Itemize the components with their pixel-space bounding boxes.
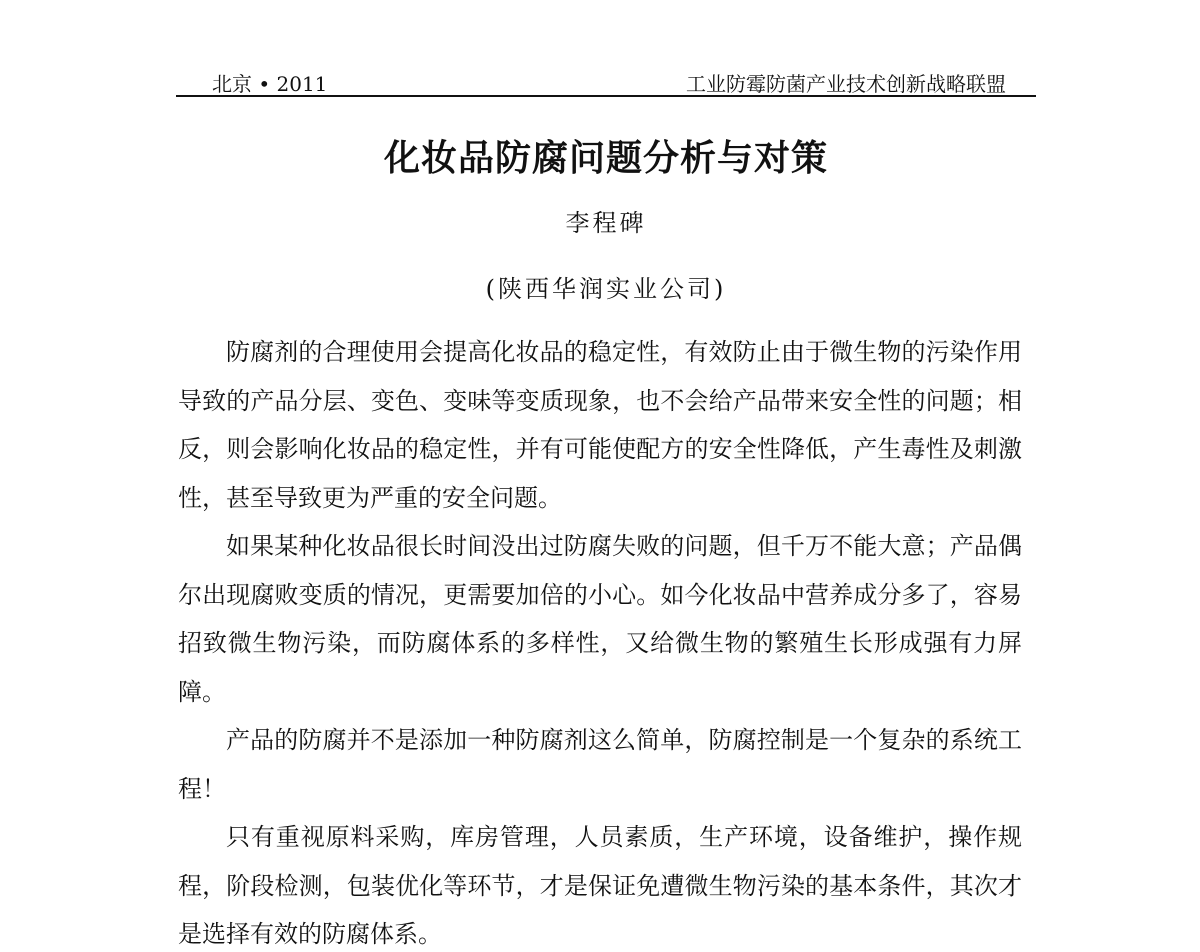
article-author: 李程碑 [565, 209, 647, 237]
running-header [176, 62, 1034, 96]
body-paragraph: 产品的防腐并不是添加一种防腐剂这么简单，防腐控制是一个复杂的系统工程！ [178, 726, 1022, 803]
article-affiliation: (陕西华润实业公司) [485, 275, 727, 303]
body-paragraph: 防腐剂的合理使用会提高化妆品的稳定性，有效防止由于微生物的污染作用导致的产品分层、变色、变味等变质现象，也不会给产品带来安全性的问题；相反，则会影响化妆品的稳定性，并有可能使配方的安全性降低，产生毒性及刺激性，甚至导致更为严重的安全问题。 [178, 338, 1022, 512]
article-body [178, 328, 1022, 952]
header-rule [176, 95, 1036, 97]
body-paragraph: 如果某种化妆品很长时间没出过防腐失败的问题，但千万不能大意；产品偶尔出现腐败变质的情况，更需要加倍的小心。如今化妆品中营养成分多了，容易招致微生物污染，而防腐体系的多样性，又给微生物的繁殖生长形成强有力屏障。 [178, 532, 1022, 706]
body-paragraph: 只有重视原料采购，库房管理，人员素质，生产环境，设备维护，操作规程，阶段检测，包装优化等环节，才是保证免遭微生物污染的基本条件，其次才是选择有效的防腐体系。 [178, 823, 1022, 948]
article-title: 化妆品防腐问题分析与对策 [383, 138, 828, 179]
header-location-year: 北京 • 2011 [212, 72, 328, 96]
header-organization: 工业防霉防菌产业技术创新战略联盟 [686, 72, 1006, 96]
